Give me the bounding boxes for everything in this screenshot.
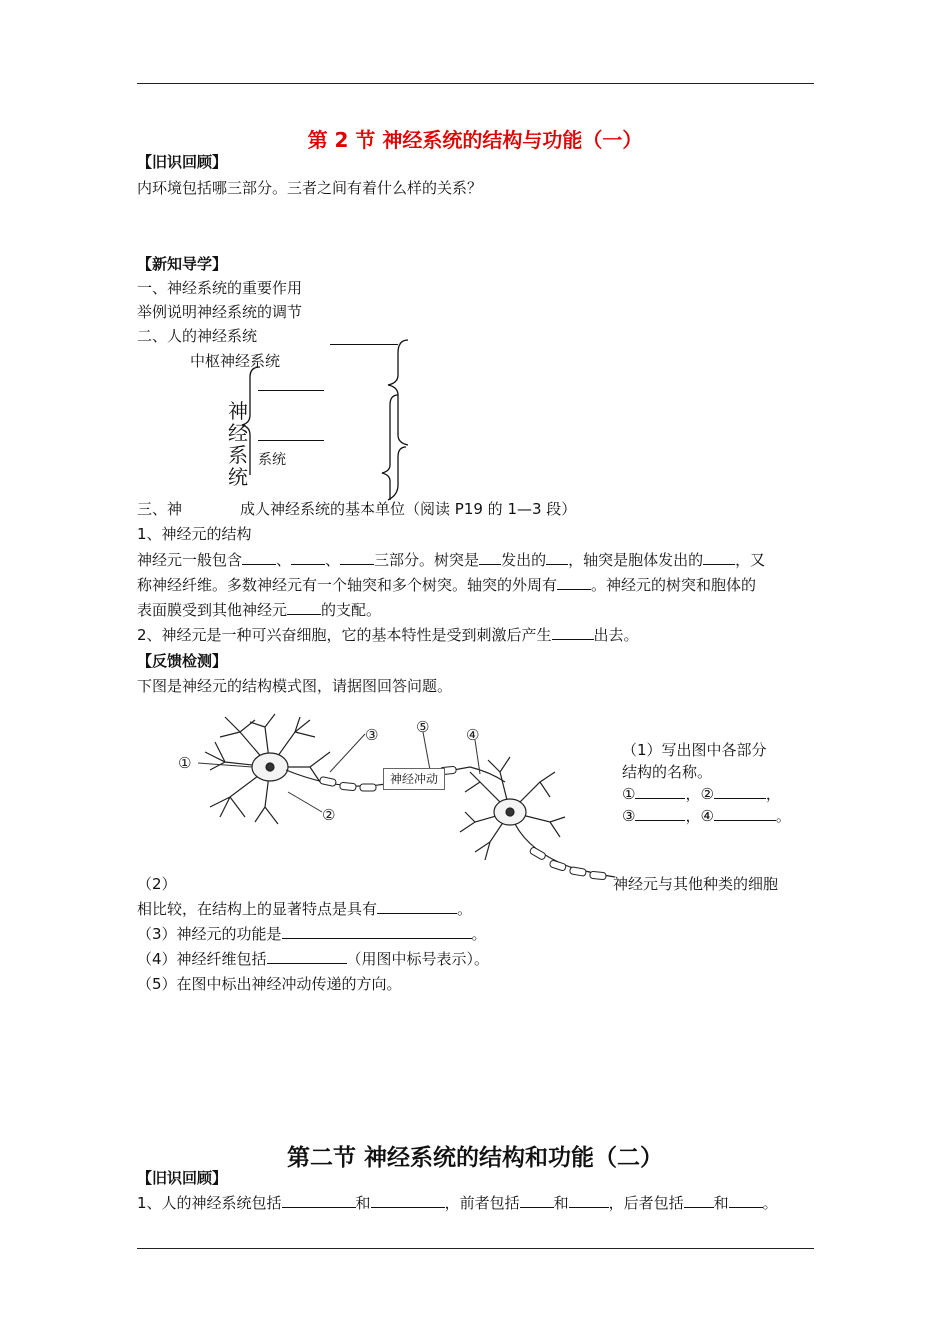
leader-line: [288, 792, 322, 812]
text-segment: 2、神经元是一种可兴奋细胞，它的基本特性是受到刺激后产生: [137, 626, 552, 644]
text-segment: ，前者包括: [444, 1194, 520, 1212]
myelin-sheath: [360, 784, 376, 791]
blank[interactable]: [714, 784, 766, 799]
section2-q1: [137, 1193, 778, 1213]
text-segment: 相比较，在结构上的显著特点是具有: [137, 900, 378, 918]
blank[interactable]: [267, 949, 347, 964]
side-q1-line4: [622, 805, 791, 827]
top-rule: [137, 83, 814, 84]
blank[interactable]: [703, 550, 735, 565]
side-q1-line2: 结构的名称。: [622, 763, 713, 781]
section1-title: 第 2 节 神经系统的结构与功能（一）: [307, 128, 643, 152]
text-segment: （3）神经元的功能是: [137, 925, 282, 943]
text-segment: 、: [325, 551, 341, 569]
blank[interactable]: [635, 784, 685, 799]
blank[interactable]: [557, 575, 591, 590]
myelin-sheath: [529, 846, 546, 860]
text-segment: 。: [471, 925, 487, 943]
text-segment: 三部分。树突是: [374, 551, 480, 569]
text-segment: 发出的: [501, 551, 547, 569]
axon: [470, 767, 505, 782]
review-question: 内环境包括哪三部分。三者之间有着什么样的关系？: [137, 179, 483, 197]
q2-line2: [137, 899, 472, 919]
text-segment: ①: [622, 785, 636, 803]
paragraph-human-ns: 二、人的神经系统: [137, 327, 258, 345]
paragraph-neuron-unit: [137, 499, 576, 519]
myelin-sheath: [569, 867, 586, 877]
blank[interactable]: [287, 600, 321, 615]
blank[interactable]: [569, 1193, 609, 1208]
blank[interactable]: [371, 1193, 445, 1208]
blank[interactable]: [291, 550, 325, 565]
middle-brace: [382, 395, 398, 500]
q3: [137, 924, 487, 944]
text-segment: ，: [765, 785, 781, 803]
leader-line: [423, 732, 430, 770]
nucleus: [506, 808, 514, 816]
nucleus: [266, 763, 274, 771]
blank[interactable]: [242, 550, 276, 565]
label-2: ②: [322, 806, 336, 824]
neuron-diagram: [170, 712, 615, 897]
p4-prefix: 三、神: [137, 500, 183, 518]
blank[interactable]: [714, 806, 776, 821]
section2-review-heading: 【旧识回顾】: [137, 1169, 228, 1187]
blank[interactable]: [520, 1193, 554, 1208]
vertical-char: 统: [228, 465, 248, 489]
lower-brace: [388, 447, 406, 500]
text-segment: ，后者包括: [608, 1194, 684, 1212]
review-heading: 【旧识回顾】: [137, 153, 228, 171]
paragraph-example: 举例说明神经系统的调节: [137, 303, 303, 321]
text-segment: ③: [622, 807, 636, 825]
new-knowledge-heading: 【新知导学】: [137, 255, 228, 273]
system-label: 系统: [258, 452, 286, 468]
fill-line-4: [137, 625, 639, 645]
text-segment: 。: [775, 807, 791, 825]
blank[interactable]: [282, 1193, 356, 1208]
blank[interactable]: [684, 1193, 714, 1208]
label-1: ①: [178, 754, 192, 772]
text-segment: 。: [762, 1194, 778, 1212]
myelin-sheath: [549, 860, 566, 872]
blank[interactable]: [377, 899, 457, 914]
text-segment: ，②: [685, 785, 714, 803]
blank[interactable]: [729, 1193, 763, 1208]
label-5: ⑤: [416, 718, 430, 736]
text-segment: 出去。: [593, 626, 639, 644]
blank[interactable]: [282, 924, 472, 939]
leader-line: [330, 734, 365, 772]
text-segment: 表面膜受到其他神经元: [137, 601, 288, 619]
text-segment: （4）神经纤维包括: [137, 950, 267, 968]
bottom-rule: [137, 1248, 814, 1249]
text-segment: 和: [553, 1194, 569, 1212]
text-segment: 的支配。: [321, 601, 382, 619]
fill-line-1: [137, 550, 765, 570]
q2-right-text: 神经元与其他种类的细胞: [613, 875, 779, 893]
p4-suffix: 成人神经系统的基本单位（阅读 P19 的 1—3 段）: [240, 500, 577, 518]
fill-line-3: [137, 600, 381, 620]
vertical-char: 经: [228, 421, 248, 445]
blank[interactable]: [546, 550, 568, 565]
blank[interactable]: [635, 806, 685, 821]
blank[interactable]: [340, 550, 374, 565]
impulse-label-box: 神经冲动: [383, 768, 445, 790]
side-q1-line1: （1）写出图中各部分: [622, 741, 767, 759]
text-segment: （用图中标号表示）。: [346, 950, 490, 968]
q2-number: （2）: [137, 875, 177, 893]
text-segment: 、: [276, 551, 292, 569]
blank[interactable]: [479, 550, 501, 565]
text-segment: 和: [355, 1194, 371, 1212]
figure-intro: 下图是神经元的结构模式图，请据图回答问题。: [137, 677, 453, 695]
label-4: ④: [466, 726, 480, 744]
label-3: ③: [365, 726, 379, 744]
myelin-sheath: [319, 776, 336, 786]
side-question-1: [622, 739, 791, 827]
text-segment: 和: [713, 1194, 729, 1212]
myelin-sheath: [590, 871, 607, 880]
outer-brace: [388, 340, 408, 445]
feedback-heading: 【反馈检测】: [137, 652, 228, 670]
text-segment: 。: [457, 900, 473, 918]
text-segment: ，又: [735, 551, 766, 569]
fill-line-2: [137, 575, 756, 595]
blank[interactable]: [552, 625, 594, 640]
paragraph-role: 一、神经系统的重要作用: [137, 279, 303, 297]
vertical-char: 神: [228, 399, 248, 423]
inner-brace: [242, 367, 260, 475]
text-segment: 。神经元的树突和胞体的: [591, 576, 757, 594]
text-segment: ，④: [685, 807, 714, 825]
vertical-char: 系: [228, 443, 248, 467]
paragraph-neuron-structure: 1、神经元的结构: [137, 525, 252, 543]
myelin-sheath: [340, 782, 357, 791]
side-q1-line3: [622, 783, 791, 805]
section2-title: 第二节 神经系统的结构和功能（二）: [286, 1145, 663, 1171]
central-ns-label: 中枢神经系统: [190, 352, 281, 370]
q4: [137, 949, 489, 969]
text-segment: 神经元一般包含: [137, 551, 243, 569]
brace-diagram: [230, 335, 420, 510]
text-segment: ，轴突是胞体发出的: [568, 551, 704, 569]
text-segment: 称神经纤维。多数神经元有一个轴突和多个树突。轴突的外周有: [137, 576, 558, 594]
q5: （5）在图中标出神经冲动传递的方向。: [137, 975, 402, 993]
text-segment: 1、人的神经系统包括: [137, 1194, 282, 1212]
